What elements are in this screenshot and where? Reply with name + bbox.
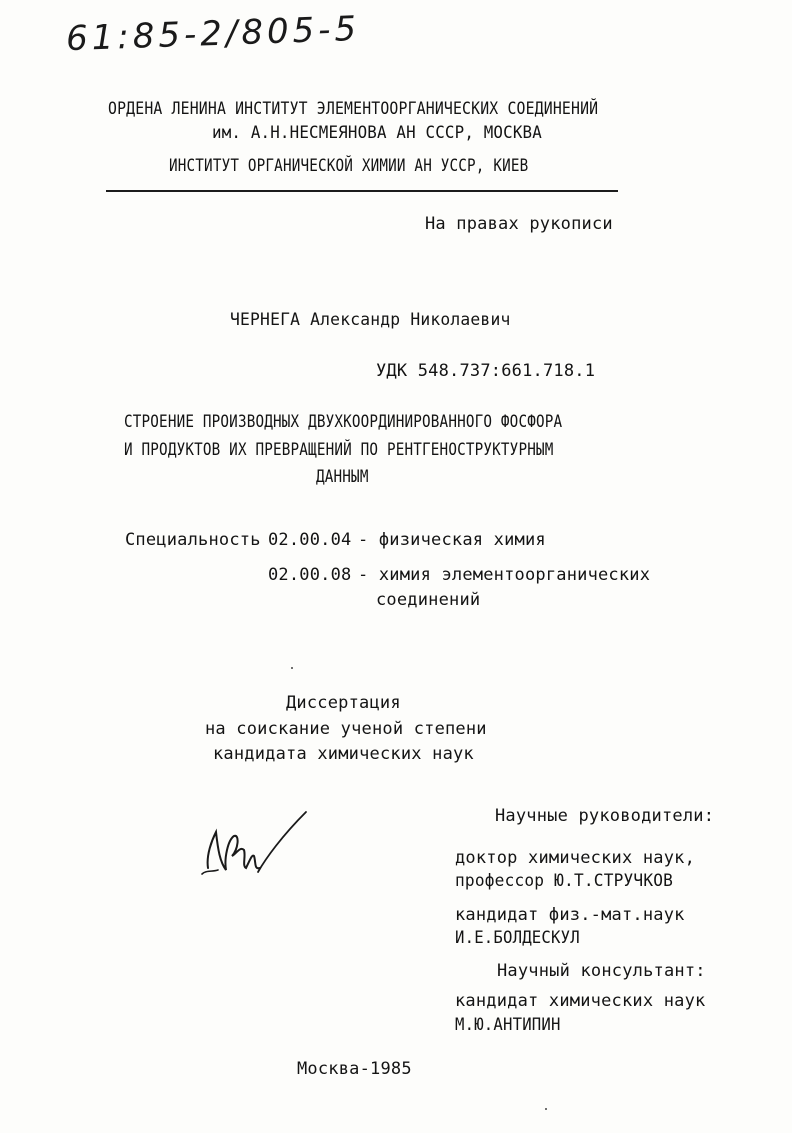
consultant-degree: кандидат химических наук bbox=[455, 991, 706, 1011]
scan-speck bbox=[291, 667, 293, 669]
manuscript-note: На правах рукописи bbox=[425, 214, 613, 234]
dissertation-degree-line: на соискание ученой степени bbox=[205, 719, 487, 739]
specialty-code-1: 02.00.04 bbox=[268, 530, 352, 550]
header-institute-moscow-name: им. А.Н.НЕСМЕЯНОВА АН СССР, МОСКВА bbox=[212, 123, 542, 143]
scan-speck-2 bbox=[545, 1108, 547, 1110]
specialty-name-2-cont: соединений bbox=[376, 590, 481, 610]
consultant-name: М.Ю.АНТИПИН bbox=[455, 1015, 561, 1035]
title-line-1: СТРОЕНИЕ ПРОИЗВОДНЫХ ДВУХКООРДИНИРОВАННОГО ФОСФОРА bbox=[124, 412, 563, 432]
dissertation-word: Диссертация bbox=[286, 693, 401, 713]
header-divider bbox=[106, 190, 618, 192]
title-line-3: ДАННЫМ bbox=[316, 467, 369, 487]
udc-code: УДК 548.737:661.718.1 bbox=[376, 361, 596, 381]
supervisors-heading: Научные руководители: bbox=[495, 806, 715, 826]
archive-number: 61:85-2/805-5 bbox=[65, 8, 361, 60]
specialty-name-1: - физическая химия bbox=[358, 530, 546, 550]
author-name: ЧЕРНЕГА Александр Николаевич bbox=[230, 310, 511, 330]
supervisor-1-name: профессор Ю.Т.СТРУЧКОВ bbox=[455, 871, 674, 891]
title-line-2: И ПРОДУКТОВ ИХ ПРЕВРАЩЕНИЙ ПО РЕНТГЕНОСТРУКТУРНЫМ bbox=[124, 440, 554, 460]
city-year: Москва-1985 bbox=[297, 1059, 412, 1079]
header-institute-moscow: ОРДЕНА ЛЕНИНА ИНСТИТУТ ЭЛЕМЕНТООРГАНИЧЕСКИХ СОЕДИНЕНИЙ bbox=[108, 99, 599, 119]
specialty-label: Специальность bbox=[125, 530, 261, 550]
signature bbox=[198, 810, 318, 890]
specialty-code-2: 02.00.08 bbox=[268, 565, 352, 585]
specialty-name-2: - химия элементоорганических bbox=[358, 565, 651, 585]
supervisor-2-name: И.Е.БОЛДЕСКУЛ bbox=[455, 928, 580, 948]
dissertation-field-line: кандидата химических наук bbox=[213, 744, 474, 764]
header-institute-kiev: ИНСТИТУТ ОРГАНИЧЕСКОЙ ХИМИИ АН УССР, КИЕВ bbox=[169, 156, 529, 176]
consultant-heading: Научный консультант: bbox=[497, 961, 706, 981]
supervisor-2-degree: кандидат физ.-мат.наук bbox=[455, 905, 685, 925]
supervisor-1-degree: доктор химических наук, bbox=[455, 848, 696, 868]
